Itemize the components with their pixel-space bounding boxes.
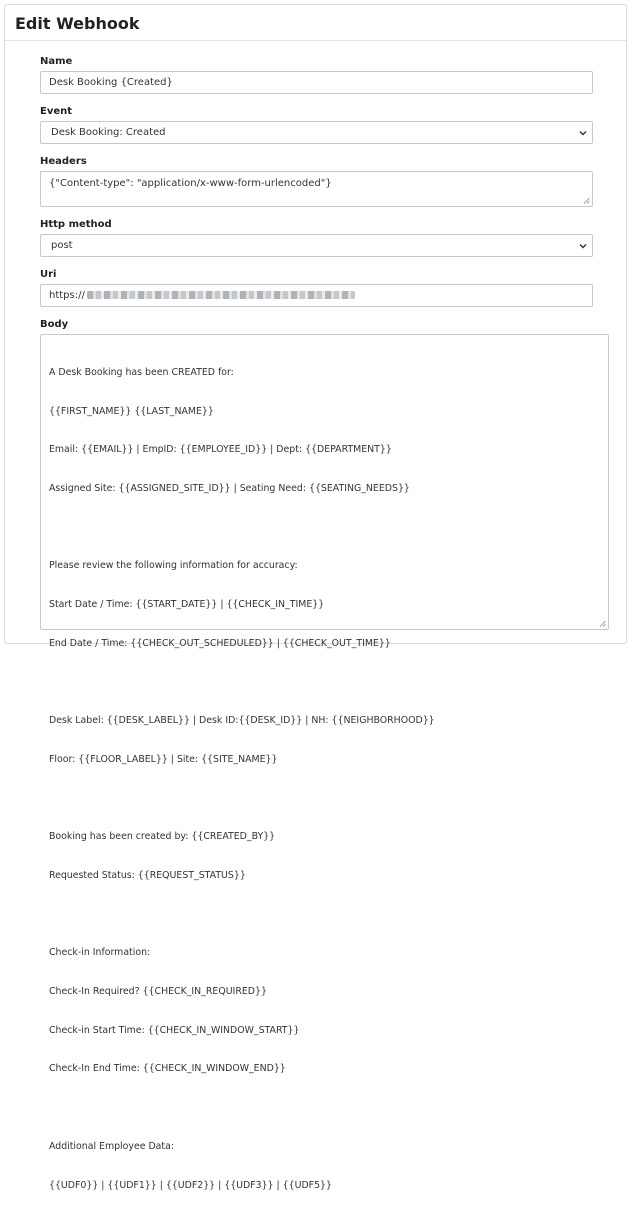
body-line: Start Date / Time: {{START_DATE}} | {{CHECK_IN_TIME}} [49,599,325,611]
body-line: Additional Employee Data: [49,1140,174,1152]
body-line [49,793,600,806]
body-line: A Desk Booking has been CREATED for: [49,366,234,378]
event-select[interactable] [40,121,593,144]
chevron-down-icon [579,242,587,250]
http-method-select-value: post [51,240,73,251]
body-line: Desk Label: {{DESK_LABEL}} | Desk ID:{{DESK_ID}} | NH: {{NEIGHBORHOOD}} [49,715,435,727]
body-line [49,676,600,689]
uri-input[interactable] [40,284,593,307]
panel-header [5,5,626,41]
body-line [49,1102,600,1115]
body-line: {{UDF0}} | {{UDF1}} | {{UDF2}} | {{UDF3}} | {{UDF5}} [49,1179,332,1191]
body-line: Check-in Start Time: {{CHECK_IN_WINDOW_START}} [49,1024,300,1036]
name-input-value: Desk Booking {Created} [49,77,173,88]
body-line: {{FIRST_NAME}} {{LAST_NAME}} [49,405,214,417]
page-title: Edit Webhook [15,14,140,33]
uri-label: Uri [40,269,57,280]
chevron-down-icon [579,129,587,137]
body-line [49,909,600,922]
redacted-uri [87,291,355,299]
resize-grip-icon[interactable] [583,197,590,204]
body-line [49,522,600,535]
body-line: Check-In Required? {{CHECK_IN_REQUIRED}} [49,986,267,998]
name-input[interactable] [40,71,593,94]
http-method-select[interactable] [40,234,593,257]
headers-textarea[interactable] [40,171,593,207]
body-textarea[interactable] [40,334,609,1191]
name-label: Name [40,56,73,67]
event-select-value: Desk Booking: Created [51,127,166,138]
headers-label: Headers [40,156,87,167]
http-method-label: Http method [40,219,112,230]
body-line: Booking has been created by: {{CREATED_BY}} [49,831,276,843]
body-line: Please review the following information for accuracy: [49,560,298,572]
body-line: Floor: {{FLOOR_LABEL}} | Site: {{SITE_NAME}} [49,753,278,765]
body-line: Requested Status: {{REQUEST_STATUS}} [49,869,246,881]
event-label: Event [40,106,73,117]
body-label: Body [40,319,69,330]
body-line: Email: {{EMAIL}} | EmpID: {{EMPLOYEE_ID}} | Dept: {{DEPARTMENT}} [49,444,392,456]
body-line: End Date / Time: {{CHECK_OUT_SCHEDULED}} | {{CHECK_OUT_TIME}} [49,637,391,649]
uri-input-value: https:// [49,290,85,301]
body-line: Assigned Site: {{ASSIGNED_SITE_ID}} | Seating Need: {{SEATING_NEEDS}} [49,482,410,494]
body-line: Check-In End Time: {{CHECK_IN_WINDOW_END}} [49,1063,286,1075]
body-line: Check-in Information: [49,947,151,959]
headers-textarea-value: {"Content-type": "application/x-www-form-urlencoded"} [49,178,332,189]
resize-grip-icon[interactable] [599,620,606,627]
